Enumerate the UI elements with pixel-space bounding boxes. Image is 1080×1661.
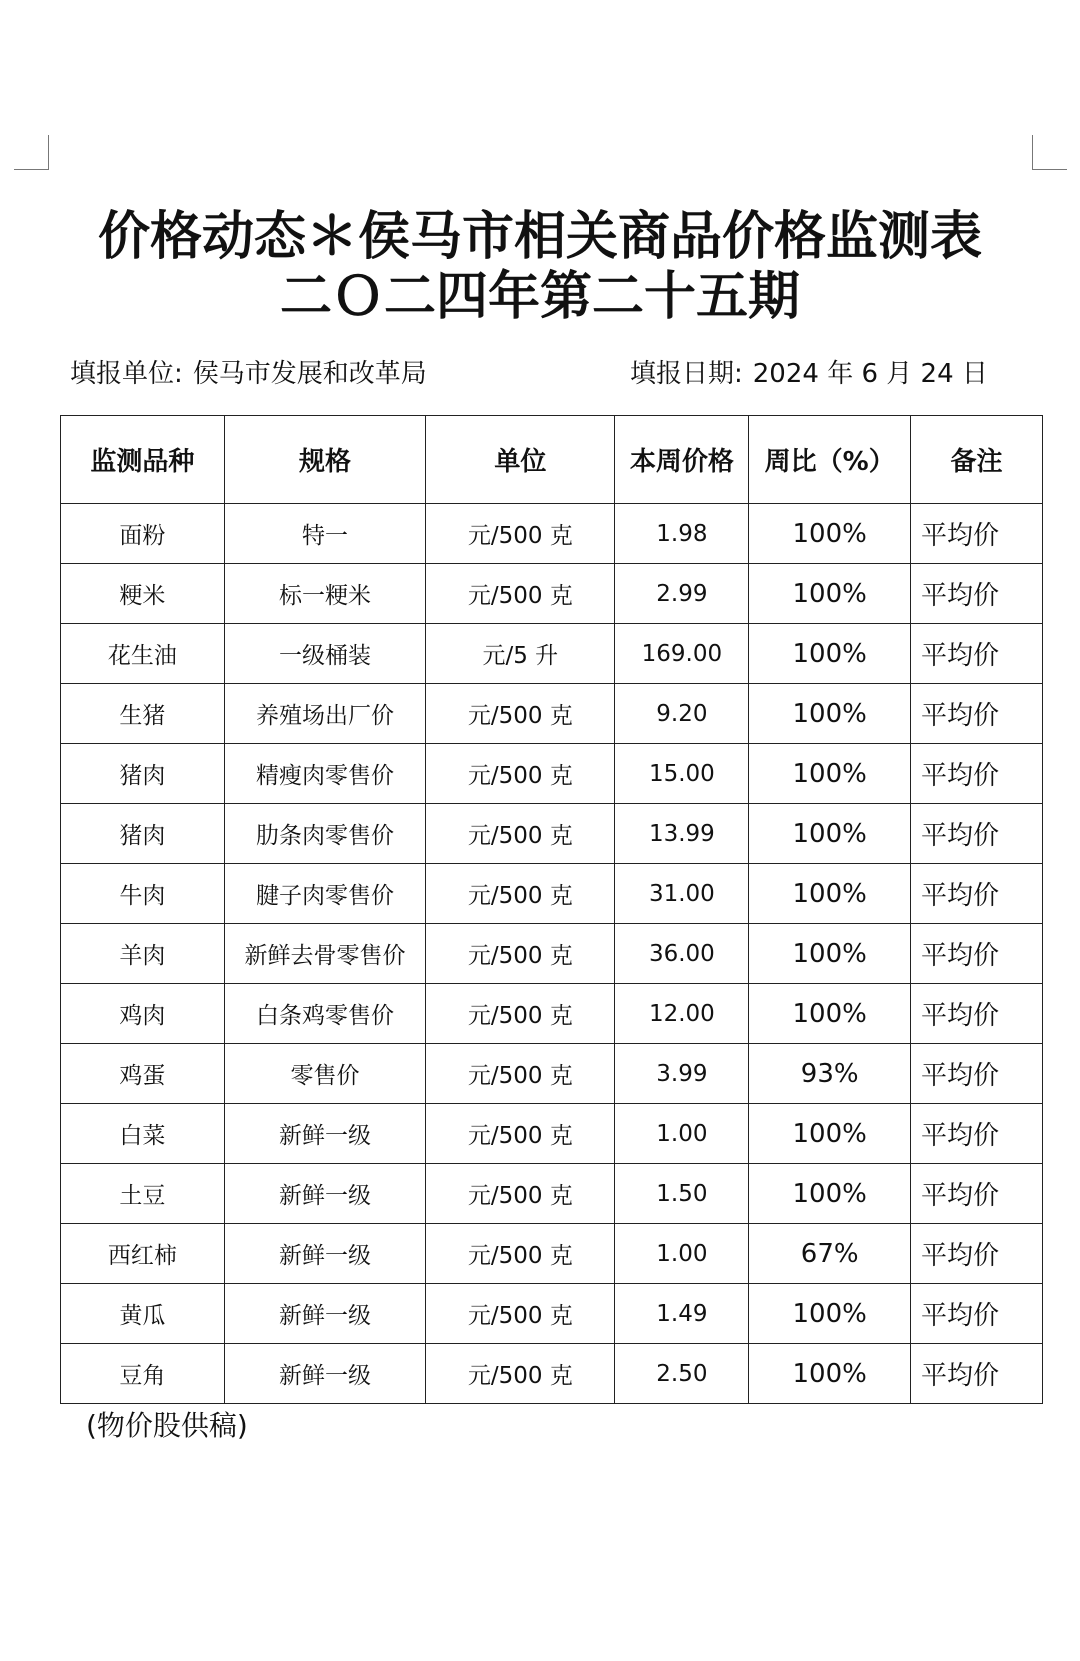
- table-row: [61, 744, 1043, 804]
- cell-change: 100%: [749, 984, 911, 1044]
- cell-item: 豆角: [61, 1344, 225, 1404]
- cell-spec: 新鲜一级: [224, 1104, 426, 1164]
- cell-item: 鸡肉: [61, 984, 225, 1044]
- cell-item: 猪肉: [61, 804, 225, 864]
- cell-price: 1.98: [615, 504, 749, 564]
- table-row: [61, 1044, 1043, 1104]
- cell-note: 平均价: [910, 684, 1042, 744]
- cell-unit: 元/500 克: [426, 1344, 615, 1404]
- cell-note: 平均价: [910, 864, 1042, 924]
- cell-spec: 特一: [224, 504, 426, 564]
- table-body: [61, 504, 1043, 1404]
- cell-note: 平均价: [910, 1344, 1042, 1404]
- cell-change: 100%: [749, 864, 911, 924]
- cell-unit: 元/500 克: [426, 924, 615, 984]
- cell-item: 土豆: [61, 1164, 225, 1224]
- cell-change: 100%: [749, 684, 911, 744]
- header-note: 备注: [910, 416, 1042, 504]
- cell-change: 100%: [749, 564, 911, 624]
- cell-spec: 新鲜一级: [224, 1344, 426, 1404]
- cell-note: 平均价: [910, 924, 1042, 984]
- cell-unit: 元/500 克: [426, 864, 615, 924]
- cell-change: 93%: [749, 1044, 911, 1104]
- cell-note: 平均价: [910, 504, 1042, 564]
- cell-change: 100%: [749, 1104, 911, 1164]
- cell-item: 面粉: [61, 504, 225, 564]
- cell-price: 12.00: [615, 984, 749, 1044]
- reporting-date-label: 填报日期:: [630, 359, 743, 389]
- cell-spec: 新鲜一级: [224, 1164, 426, 1224]
- cell-item: 西红柿: [61, 1224, 225, 1284]
- cell-item: 羊肉: [61, 924, 225, 984]
- cell-price: 13.99: [615, 804, 749, 864]
- cell-price: 31.00: [615, 864, 749, 924]
- table-row: [61, 984, 1043, 1044]
- cell-spec: 新鲜一级: [224, 1224, 426, 1284]
- cell-note: 平均价: [910, 1284, 1042, 1344]
- cell-item: 黄瓜: [61, 1284, 225, 1344]
- cell-unit: 元/500 克: [426, 744, 615, 804]
- cell-note: 平均价: [910, 744, 1042, 804]
- table-row: [61, 924, 1043, 984]
- cell-note: 平均价: [910, 564, 1042, 624]
- cell-unit: 元/500 克: [426, 1104, 615, 1164]
- reporting-unit: [70, 356, 427, 392]
- cell-note: 平均价: [910, 1044, 1042, 1104]
- cell-item: 花生油: [61, 624, 225, 684]
- cell-price: 2.50: [615, 1344, 749, 1404]
- cell-price: 3.99: [615, 1044, 749, 1104]
- price-monitoring-table: [60, 415, 1043, 1404]
- cell-unit: 元/500 克: [426, 984, 615, 1044]
- cell-change: 100%: [749, 624, 911, 684]
- header-price: 本周价格: [615, 416, 749, 504]
- reporting-date: [630, 356, 988, 392]
- cell-item: 白菜: [61, 1104, 225, 1164]
- table-row: [61, 1344, 1043, 1404]
- cell-change: 100%: [749, 504, 911, 564]
- cell-price: 1.00: [615, 1104, 749, 1164]
- cell-unit: 元/500 克: [426, 1164, 615, 1224]
- cell-change: 100%: [749, 804, 911, 864]
- issue-subtitle: 二Ｏ二四年第二十五期: [279, 267, 800, 327]
- cell-spec: 精瘦肉零售价: [224, 744, 426, 804]
- cell-change: 67%: [749, 1224, 911, 1284]
- table-row: [61, 504, 1043, 564]
- table-row: [61, 1224, 1043, 1284]
- cell-spec: 标一粳米: [224, 564, 426, 624]
- cell-unit: 元/500 克: [426, 1224, 615, 1284]
- cell-price: 15.00: [615, 744, 749, 804]
- cell-spec: 新鲜一级: [224, 1284, 426, 1344]
- cell-price: 9.20: [615, 684, 749, 744]
- cell-change: 100%: [749, 1164, 911, 1224]
- table-row: [61, 864, 1043, 924]
- cell-price: 1.50: [615, 1164, 749, 1224]
- cell-note: 平均价: [910, 1164, 1042, 1224]
- page-corner-mark-top-right: [1032, 135, 1067, 170]
- footer-source: (物价股供稿): [86, 1409, 248, 1442]
- cell-spec: 白条鸡零售价: [224, 984, 426, 1044]
- page-corner-mark-top-left: [14, 135, 49, 170]
- cell-spec: 养殖场出厂价: [224, 684, 426, 744]
- cell-unit: 元/500 克: [426, 504, 615, 564]
- document-title: 价格动态＊侯马市相关商品价格监测表: [97, 207, 982, 267]
- cell-note: 平均价: [910, 984, 1042, 1044]
- header-unit: 单位: [426, 416, 615, 504]
- cell-price: 2.99: [615, 564, 749, 624]
- cell-item: 鸡蛋: [61, 1044, 225, 1104]
- cell-item: 生猪: [61, 684, 225, 744]
- cell-note: 平均价: [910, 624, 1042, 684]
- cell-change: 100%: [749, 744, 911, 804]
- cell-unit: 元/500 克: [426, 804, 615, 864]
- reporting-unit-label: 填报单位:: [70, 359, 183, 389]
- table-row: [61, 804, 1043, 864]
- table-row: [61, 1164, 1043, 1224]
- cell-change: 100%: [749, 924, 911, 984]
- cell-price: 36.00: [615, 924, 749, 984]
- header-item: 监测品种: [61, 416, 225, 504]
- cell-change: 100%: [749, 1344, 911, 1404]
- cell-price: 169.00: [615, 624, 749, 684]
- cell-unit: 元/500 克: [426, 684, 615, 744]
- cell-note: 平均价: [910, 1224, 1042, 1284]
- cell-item: 牛肉: [61, 864, 225, 924]
- table-header-row: [61, 416, 1043, 504]
- table-row: [61, 1104, 1043, 1164]
- cell-spec: 一级桶装: [224, 624, 426, 684]
- header-change: 周比（%）: [749, 416, 911, 504]
- cell-item: 猪肉: [61, 744, 225, 804]
- cell-price: 1.00: [615, 1224, 749, 1284]
- table-row: [61, 684, 1043, 744]
- cell-note: 平均价: [910, 804, 1042, 864]
- cell-spec: 新鲜去骨零售价: [224, 924, 426, 984]
- cell-price: 1.49: [615, 1284, 749, 1344]
- cell-spec: 腱子肉零售价: [224, 864, 426, 924]
- header-spec: 规格: [224, 416, 426, 504]
- cell-change: 100%: [749, 1284, 911, 1344]
- reporting-unit-value: 侯马市发展和改革局: [192, 359, 427, 389]
- cell-unit: 元/500 克: [426, 1044, 615, 1104]
- cell-item: 粳米: [61, 564, 225, 624]
- table-row: [61, 564, 1043, 624]
- cell-unit: 元/500 克: [426, 564, 615, 624]
- reporting-date-value: 2024 年 6 月 24 日: [752, 359, 988, 389]
- cell-spec: 肋条肉零售价: [224, 804, 426, 864]
- cell-note: 平均价: [910, 1104, 1042, 1164]
- cell-unit: 元/5 升: [426, 624, 615, 684]
- cell-unit: 元/500 克: [426, 1284, 615, 1344]
- table-row: [61, 1284, 1043, 1344]
- cell-spec: 零售价: [224, 1044, 426, 1104]
- table-row: [61, 624, 1043, 684]
